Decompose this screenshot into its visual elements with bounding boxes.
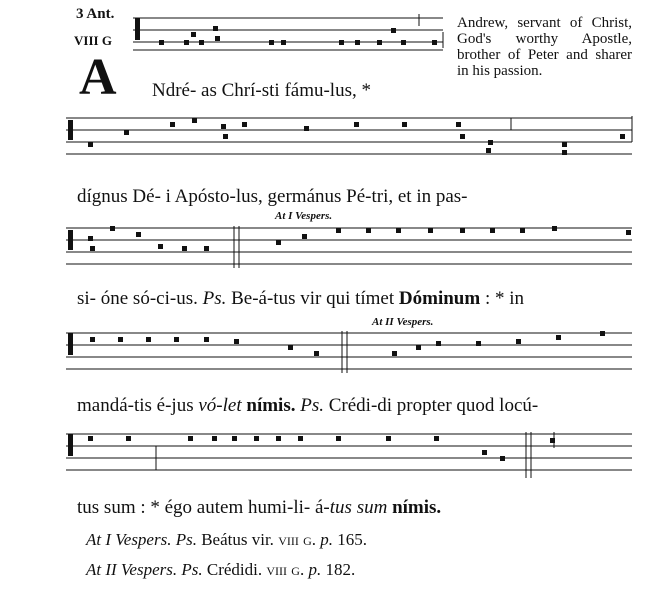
staff-1 [133, 12, 445, 52]
mode-label: 3 Ant. [76, 6, 115, 22]
mode-tone: VIII G [74, 33, 112, 48]
lyric-line-1: Ndré- as Chrí-sti fámu-lus, * [152, 80, 371, 101]
staff-5 [66, 430, 634, 480]
staff-2 [66, 112, 634, 162]
lyric-line-5 [77, 497, 441, 519]
lyric-line-4 [77, 395, 538, 417]
reference-second-vespers [86, 560, 355, 580]
ref-2-mode: viii g. [266, 560, 305, 579]
ref-2-page-label: p. [308, 560, 322, 579]
translation-text: Andrew, servant of Christ, God's worthy Apostle, brother of Peter and sharer in his passion. [457, 15, 632, 79]
staff-3 [66, 220, 634, 270]
lyric-4-a: mandá-tis é-jus [77, 395, 194, 416]
lyric-line-3 [77, 288, 524, 310]
ref-1-mode: viii g. [278, 530, 317, 549]
staff-4 [66, 325, 634, 375]
initial-letter: A [79, 49, 117, 106]
lyric-5-b: tus sum [329, 497, 388, 518]
ref-1-label: At I Vespers. Ps. [86, 530, 197, 549]
lyric-3-ps: Ps. [202, 288, 227, 309]
ref-2-text: Crédidi. [206, 560, 263, 579]
lyric-4-c: nímis. [246, 395, 296, 416]
ref-1-page-label: p. [320, 530, 334, 549]
lyric-4-ps: Ps. [300, 395, 324, 416]
lyric-4-e: Crédi-di propter quod locú- [328, 395, 539, 416]
rubric-first-vespers: At I Vespers. [275, 210, 333, 222]
lyric-3-e: : * in [484, 288, 525, 309]
lyric-line-2: dígnus Dé- i Apósto-lus, germánus Pé-tri, et in pas- [77, 186, 468, 207]
reference-first-vespers [86, 530, 367, 550]
lyric-3-c: Be-á-tus vir qui tímet [231, 288, 395, 309]
rubric-second-vespers: At II Vespers. [372, 316, 434, 328]
lyric-4-b: vó-let [198, 395, 242, 416]
ref-2-page: 182. [325, 560, 356, 579]
lyric-5-c: nímis. [392, 497, 442, 518]
ref-2-label: At II Vespers. Ps. [86, 560, 203, 579]
lyric-5-a: tus sum : * égo autem humi-li- á- [77, 497, 330, 518]
ref-1-page: 165. [337, 530, 368, 549]
lyric-3-a: si- óne só-ci-us. [77, 288, 198, 309]
lyric-3-d: Dóminum [398, 288, 481, 309]
ref-1-text: Beátus vir. [201, 530, 274, 549]
